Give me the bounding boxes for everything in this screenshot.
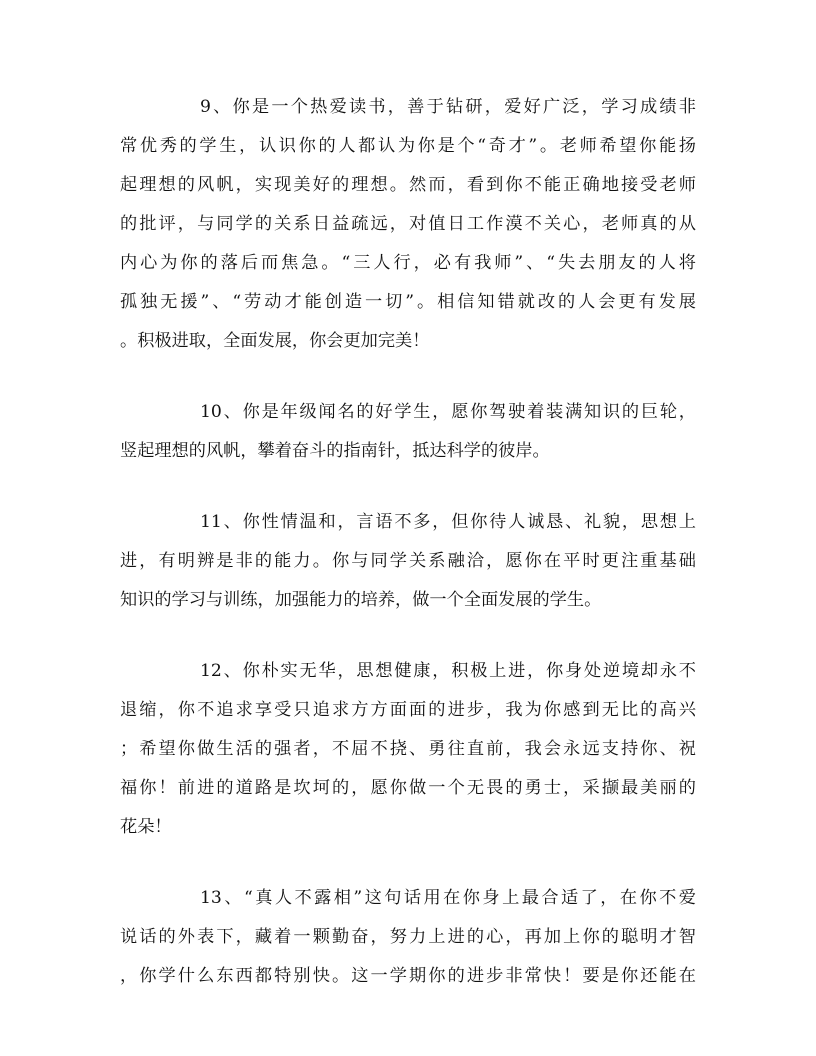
text-line: 的批评，与同学的关系日益疏远，对值日工作漠不关心，老师真的从 xyxy=(120,214,696,234)
text-line: 11、你性情温和，言语不多，但你待人诚恳、礼貌，思想上 xyxy=(200,512,696,532)
text-line: 说话的外表下，藏着一颗勤奋，努力上进的心，再加上你的聪明才智 xyxy=(120,927,696,947)
text-line: 花朵！ xyxy=(120,817,172,837)
text-line: ，你学什么东西都特别快。这一学期你的进步非常快！要是你还能在 xyxy=(120,966,696,986)
comment-paragraph-9 xyxy=(120,88,696,361)
text-line: 孤独无援”、“劳动才能创造一切”。相信知错就改的人会更有发展 xyxy=(120,292,696,312)
text-line: 13、“真人不露相”这句话用在你身上最合适了，在你不爱 xyxy=(200,888,696,908)
comment-paragraph-11 xyxy=(120,503,696,620)
comment-paragraph-12 xyxy=(120,652,696,847)
comment-paragraph-13 xyxy=(120,879,696,996)
text-line: 内心为你的落后而焦急。“三人行，必有我师”、“失去朋友的人将 xyxy=(120,253,696,273)
text-line: 起理想的风帆，实现美好的理想。然而，看到你不能正确地接受老师 xyxy=(120,175,696,195)
comment-paragraph-10 xyxy=(120,393,696,471)
text-line: ；希望你做生活的强者，不屈不挠、勇往直前，我会永远支持你、祝 xyxy=(120,739,696,759)
text-line: 竖起理想的风帆，攀着奋斗的指南针，抵达科学的彼岸。 xyxy=(120,441,550,461)
text-line: 12、你朴实无华，思想健康，积极上进，你身处逆境却永不 xyxy=(200,661,696,681)
text-line: 。积极进取，全面发展，你会更加完美！ xyxy=(120,331,430,351)
document-body xyxy=(120,88,696,1028)
text-line: 福你！前进的道路是坎坷的，愿你做一个无畏的勇士，采撷最美丽的 xyxy=(120,778,696,798)
text-line: 退缩，你不追求享受只追求方方面面的进步，我为你感到无比的高兴 xyxy=(120,700,696,720)
text-line: 10、你是年级闻名的好学生，愿你驾驶着装满知识的巨轮， xyxy=(200,402,696,422)
text-line: 常优秀的学生，认识你的人都认为你是个“奇才”。老师希望你能扬 xyxy=(120,136,696,156)
text-line: 进，有明辨是非的能力。你与同学关系融洽，愿你在平时更注重基础 xyxy=(120,551,696,571)
text-line: 知识的学习与训练，加强能力的培养，做一个全面发展的学生。 xyxy=(120,590,602,610)
text-line: 9、你是一个热爱读书，善于钻研，爱好广泛，学习成绩非 xyxy=(200,97,696,117)
